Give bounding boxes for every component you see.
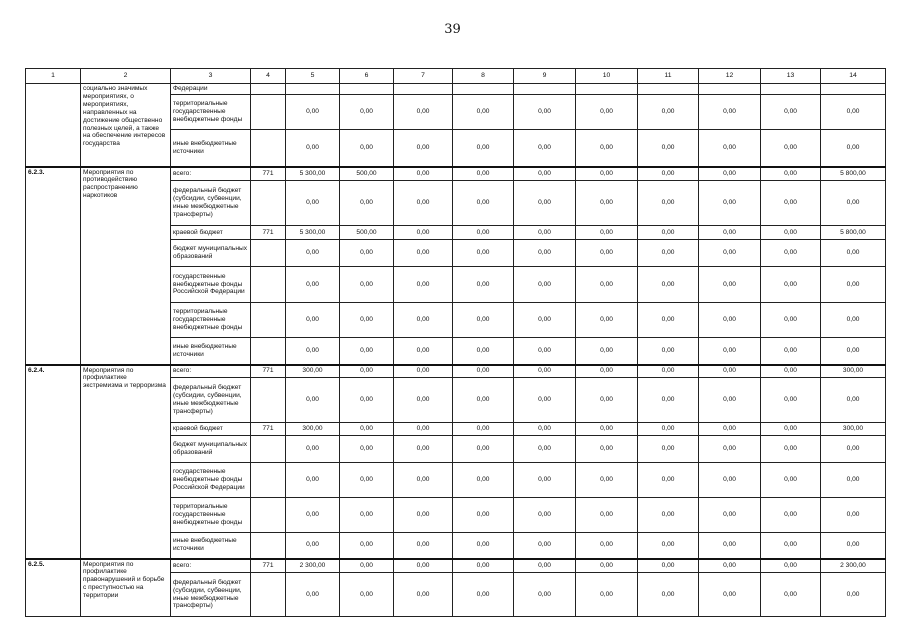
amount-cell: 0,00 (821, 436, 886, 463)
amount-cell: 0,00 (761, 303, 821, 338)
funding-source: иные внебюджетные источники (171, 533, 251, 559)
amount-cell: 0,00 (286, 95, 340, 130)
amount-cell: 0,00 (514, 423, 576, 436)
amount-cell: 0,00 (286, 240, 340, 267)
amount-cell: 0,00 (286, 498, 340, 533)
amount-cell: 0,00 (340, 267, 394, 303)
column-header: 14 (821, 69, 886, 84)
amount-cell: 0,00 (761, 267, 821, 303)
amount-cell: 0,00 (699, 338, 761, 365)
amount-cell: 0,00 (821, 533, 886, 559)
table-row (26, 84, 886, 95)
amount-cell: 0,00 (761, 423, 821, 436)
amount-cell: 0,00 (514, 533, 576, 559)
amount-cell: 0,00 (576, 95, 638, 130)
amount-cell: 0,00 (514, 267, 576, 303)
table-row (26, 365, 886, 378)
amount-cell: 0,00 (286, 181, 340, 226)
amount-cell: 0,00 (761, 498, 821, 533)
column-header: 3 (171, 69, 251, 84)
amount-cell: 0,00 (576, 338, 638, 365)
amount-cell: 0,00 (638, 559, 699, 573)
amount-cell: 0,00 (286, 130, 340, 167)
amount-cell: 0,00 (394, 240, 453, 267)
ministry-code: 771 (251, 226, 286, 240)
amount-cell: 0,00 (514, 573, 576, 617)
amount-cell: 0,00 (286, 573, 340, 617)
table-row (26, 559, 886, 573)
budget-table (25, 68, 886, 617)
amount-cell: 0,00 (638, 365, 699, 378)
amount-cell: 0,00 (576, 130, 638, 167)
item-code: 6.2.3. (26, 167, 81, 365)
amount-cell: 0,00 (699, 226, 761, 240)
ministry-code (251, 498, 286, 533)
amount-cell: 0,00 (699, 559, 761, 573)
amount-cell: 0,00 (453, 365, 514, 378)
amount-cell: 0,00 (761, 181, 821, 226)
column-header: 8 (453, 69, 514, 84)
amount-cell: 0,00 (514, 130, 576, 167)
column-header: 12 (699, 69, 761, 84)
amount-cell: 0,00 (394, 498, 453, 533)
amount-cell: 0,00 (340, 181, 394, 226)
funding-source: территориальные государственные внебюджетные фонды (171, 303, 251, 338)
amount-cell: 0,00 (638, 573, 699, 617)
amount-cell: 0,00 (340, 463, 394, 498)
amount-cell: 0,00 (514, 559, 576, 573)
amount-cell: 0,00 (638, 423, 699, 436)
amount-cell: 0,00 (514, 181, 576, 226)
amount-cell: 0,00 (761, 378, 821, 423)
amount-cell: 0,00 (699, 130, 761, 167)
amount-cell: 0,00 (394, 463, 453, 498)
amount-cell (576, 84, 638, 95)
amount-cell: 0,00 (453, 498, 514, 533)
amount-cell: 500,00 (340, 167, 394, 181)
amount-cell: 0,00 (340, 573, 394, 617)
amount-cell: 2 300,00 (821, 559, 886, 573)
amount-cell: 0,00 (286, 267, 340, 303)
amount-cell: 0,00 (394, 95, 453, 130)
funding-source: федеральный бюджет (субсидии, субвенции, иные межбюджетные трансферты) (171, 378, 251, 423)
funding-source: территориальные государственные внебюджетные фонды (171, 95, 251, 130)
amount-cell: 0,00 (761, 365, 821, 378)
amount-cell: 0,00 (394, 226, 453, 240)
amount-cell: 0,00 (286, 338, 340, 365)
amount-cell: 0,00 (699, 463, 761, 498)
amount-cell: 300,00 (821, 423, 886, 436)
amount-cell: 0,00 (638, 378, 699, 423)
table-row (26, 167, 886, 181)
amount-cell: 0,00 (638, 498, 699, 533)
amount-cell: 0,00 (699, 365, 761, 378)
amount-cell (821, 84, 886, 95)
funding-source: иные внебюджетные источники (171, 130, 251, 167)
amount-cell (340, 84, 394, 95)
funding-source: всего: (171, 559, 251, 573)
amount-cell: 0,00 (394, 167, 453, 181)
amount-cell: 0,00 (576, 533, 638, 559)
amount-cell: 0,00 (821, 130, 886, 167)
page-number: 39 (444, 22, 461, 37)
amount-cell (699, 84, 761, 95)
ministry-code (251, 95, 286, 130)
column-header: 10 (576, 69, 638, 84)
funding-source: территориальные государственные внебюджетные фонды (171, 498, 251, 533)
amount-cell: 0,00 (761, 130, 821, 167)
amount-cell: 0,00 (638, 338, 699, 365)
amount-cell: 0,00 (638, 181, 699, 226)
amount-cell (514, 84, 576, 95)
amount-cell: 0,00 (576, 303, 638, 338)
amount-cell (286, 84, 340, 95)
amount-cell: 0,00 (761, 167, 821, 181)
amount-cell: 0,00 (821, 95, 886, 130)
amount-cell: 0,00 (453, 130, 514, 167)
amount-cell: 0,00 (340, 130, 394, 167)
amount-cell (638, 84, 699, 95)
amount-cell: 0,00 (576, 378, 638, 423)
amount-cell: 0,00 (394, 573, 453, 617)
amount-cell (761, 84, 821, 95)
column-header: 7 (394, 69, 453, 84)
amount-cell: 0,00 (761, 240, 821, 267)
ministry-code (251, 378, 286, 423)
funding-source: государственные внебюджетные фонды Российской Федерации (171, 267, 251, 303)
amount-cell: 0,00 (514, 498, 576, 533)
item-name: Мероприятия по профилактике экстремизма и терроризма (81, 365, 171, 559)
ministry-code (251, 84, 286, 95)
ministry-code (251, 267, 286, 303)
amount-cell: 0,00 (514, 240, 576, 267)
amount-cell: 0,00 (638, 436, 699, 463)
amount-cell: 0,00 (453, 559, 514, 573)
amount-cell: 0,00 (699, 267, 761, 303)
amount-cell: 0,00 (286, 303, 340, 338)
amount-cell: 0,00 (699, 436, 761, 463)
header-row (26, 69, 886, 84)
amount-cell: 0,00 (340, 303, 394, 338)
amount-cell: 0,00 (514, 303, 576, 338)
amount-cell: 0,00 (699, 423, 761, 436)
amount-cell: 0,00 (514, 226, 576, 240)
amount-cell: 0,00 (761, 338, 821, 365)
amount-cell: 0,00 (514, 95, 576, 130)
amount-cell: 0,00 (699, 167, 761, 181)
amount-cell: 0,00 (286, 436, 340, 463)
amount-cell: 0,00 (638, 533, 699, 559)
column-header: 4 (251, 69, 286, 84)
amount-cell: 500,00 (340, 226, 394, 240)
amount-cell: 0,00 (638, 240, 699, 267)
amount-cell: 0,00 (576, 573, 638, 617)
column-header: 1 (26, 69, 81, 84)
amount-cell: 0,00 (638, 226, 699, 240)
item-code: 6.2.4. (26, 365, 81, 559)
amount-cell: 5 300,00 (286, 226, 340, 240)
amount-cell: 0,00 (699, 303, 761, 338)
amount-cell: 0,00 (576, 498, 638, 533)
amount-cell: 0,00 (576, 226, 638, 240)
amount-cell: 0,00 (340, 338, 394, 365)
amount-cell: 0,00 (821, 303, 886, 338)
ministry-code (251, 533, 286, 559)
amount-cell: 0,00 (514, 365, 576, 378)
amount-cell: 0,00 (340, 559, 394, 573)
funding-source: федеральный бюджет (субсидии, субвенции, иные межбюджетные трансферты) (171, 573, 251, 617)
amount-cell: 0,00 (514, 463, 576, 498)
amount-cell: 0,00 (340, 365, 394, 378)
ministry-code: 771 (251, 559, 286, 573)
amount-cell: 0,00 (453, 303, 514, 338)
amount-cell: 0,00 (576, 181, 638, 226)
amount-cell: 0,00 (340, 533, 394, 559)
amount-cell: 0,00 (821, 573, 886, 617)
amount-cell: 0,00 (576, 423, 638, 436)
amount-cell: 0,00 (453, 181, 514, 226)
column-header: 2 (81, 69, 171, 84)
ministry-code (251, 130, 286, 167)
ministry-code: 771 (251, 423, 286, 436)
funding-source: федеральный бюджет (субсидии, субвенции, иные межбюджетные трансферты) (171, 181, 251, 226)
amount-cell: 0,00 (453, 338, 514, 365)
amount-cell: 0,00 (394, 267, 453, 303)
amount-cell: 0,00 (699, 378, 761, 423)
column-header: 9 (514, 69, 576, 84)
amount-cell: 0,00 (453, 267, 514, 303)
amount-cell: 0,00 (576, 436, 638, 463)
amount-cell: 0,00 (761, 95, 821, 130)
funding-source: всего: (171, 365, 251, 378)
amount-cell: 0,00 (514, 167, 576, 181)
amount-cell: 0,00 (453, 167, 514, 181)
amount-cell: 0,00 (638, 267, 699, 303)
table-body (26, 84, 886, 617)
funding-source: краевой бюджет (171, 423, 251, 436)
amount-cell: 0,00 (699, 95, 761, 130)
amount-cell: 2 300,00 (286, 559, 340, 573)
amount-cell: 300,00 (286, 365, 340, 378)
amount-cell: 0,00 (638, 463, 699, 498)
amount-cell: 0,00 (638, 130, 699, 167)
amount-cell: 0,00 (286, 378, 340, 423)
funding-source: краевой бюджет (171, 226, 251, 240)
amount-cell: 0,00 (821, 267, 886, 303)
ministry-code: 771 (251, 365, 286, 378)
amount-cell: 5 800,00 (821, 226, 886, 240)
amount-cell: 5 800,00 (821, 167, 886, 181)
ministry-code (251, 573, 286, 617)
amount-cell: 0,00 (576, 240, 638, 267)
amount-cell (394, 84, 453, 95)
funding-source: бюджет муниципальных образований (171, 436, 251, 463)
amount-cell: 0,00 (761, 559, 821, 573)
amount-cell: 0,00 (453, 226, 514, 240)
funding-source: бюджет муниципальных образований (171, 240, 251, 267)
amount-cell: 0,00 (821, 181, 886, 226)
funding-source: всего: (171, 167, 251, 181)
amount-cell: 0,00 (761, 533, 821, 559)
amount-cell: 0,00 (453, 378, 514, 423)
ministry-code (251, 338, 286, 365)
amount-cell: 0,00 (514, 338, 576, 365)
amount-cell: 0,00 (761, 436, 821, 463)
amount-cell: 0,00 (821, 338, 886, 365)
amount-cell: 0,00 (821, 498, 886, 533)
amount-cell: 0,00 (340, 378, 394, 423)
amount-cell: 0,00 (638, 303, 699, 338)
amount-cell: 0,00 (699, 181, 761, 226)
amount-cell: 0,00 (576, 559, 638, 573)
amount-cell: 0,00 (340, 498, 394, 533)
funding-source: иные внебюджетные источники (171, 338, 251, 365)
amount-cell: 0,00 (286, 533, 340, 559)
amount-cell: 5 300,00 (286, 167, 340, 181)
amount-cell: 0,00 (821, 240, 886, 267)
amount-cell: 0,00 (453, 573, 514, 617)
amount-cell: 0,00 (286, 463, 340, 498)
amount-cell: 0,00 (514, 436, 576, 463)
ministry-code (251, 303, 286, 338)
amount-cell: 0,00 (394, 533, 453, 559)
item-code: 6.2.5. (26, 559, 81, 617)
amount-cell (453, 84, 514, 95)
amount-cell: 0,00 (394, 423, 453, 436)
ministry-code (251, 181, 286, 226)
ministry-code (251, 463, 286, 498)
amount-cell: 0,00 (394, 436, 453, 463)
amount-cell: 0,00 (821, 463, 886, 498)
ministry-code (251, 240, 286, 267)
amount-cell: 0,00 (576, 267, 638, 303)
ministry-code: 771 (251, 167, 286, 181)
amount-cell: 0,00 (453, 463, 514, 498)
amount-cell: 0,00 (394, 338, 453, 365)
amount-cell: 0,00 (576, 463, 638, 498)
amount-cell: 0,00 (394, 130, 453, 167)
amount-cell: 0,00 (576, 365, 638, 378)
amount-cell: 0,00 (638, 95, 699, 130)
amount-cell: 0,00 (453, 436, 514, 463)
amount-cell: 0,00 (453, 423, 514, 436)
amount-cell: 300,00 (286, 423, 340, 436)
column-header: 6 (340, 69, 394, 84)
item-name: социально значимых мероприятиях, о мероприятиях, направленных на достижение общественно полезных целей, а также на обеспечение интересов государства (81, 84, 171, 167)
amount-cell: 0,00 (761, 463, 821, 498)
funding-source: Федерации (171, 84, 251, 95)
amount-cell: 0,00 (576, 167, 638, 181)
ministry-code (251, 436, 286, 463)
amount-cell: 0,00 (340, 423, 394, 436)
column-header: 5 (286, 69, 340, 84)
amount-cell: 0,00 (340, 240, 394, 267)
amount-cell: 0,00 (699, 573, 761, 617)
amount-cell: 0,00 (340, 95, 394, 130)
item-name: Мероприятия по противодействию распространению наркотиков (81, 167, 171, 365)
amount-cell: 0,00 (699, 498, 761, 533)
amount-cell: 0,00 (394, 378, 453, 423)
amount-cell: 0,00 (761, 226, 821, 240)
amount-cell: 0,00 (394, 365, 453, 378)
item-code (26, 84, 81, 167)
item-name: Мероприятия по профилактике правонарушений и борьбе с преступностью на территории (81, 559, 171, 617)
amount-cell: 0,00 (394, 303, 453, 338)
amount-cell: 0,00 (514, 378, 576, 423)
amount-cell: 0,00 (453, 95, 514, 130)
amount-cell: 0,00 (638, 167, 699, 181)
amount-cell: 0,00 (699, 240, 761, 267)
column-header: 13 (761, 69, 821, 84)
amount-cell: 0,00 (453, 240, 514, 267)
amount-cell: 300,00 (821, 365, 886, 378)
amount-cell: 0,00 (821, 378, 886, 423)
amount-cell: 0,00 (340, 436, 394, 463)
funding-source: государственные внебюджетные фонды Российской Федерации (171, 463, 251, 498)
amount-cell: 0,00 (699, 533, 761, 559)
amount-cell: 0,00 (394, 559, 453, 573)
column-header: 11 (638, 69, 699, 84)
amount-cell: 0,00 (453, 533, 514, 559)
amount-cell: 0,00 (394, 181, 453, 226)
amount-cell: 0,00 (761, 573, 821, 617)
